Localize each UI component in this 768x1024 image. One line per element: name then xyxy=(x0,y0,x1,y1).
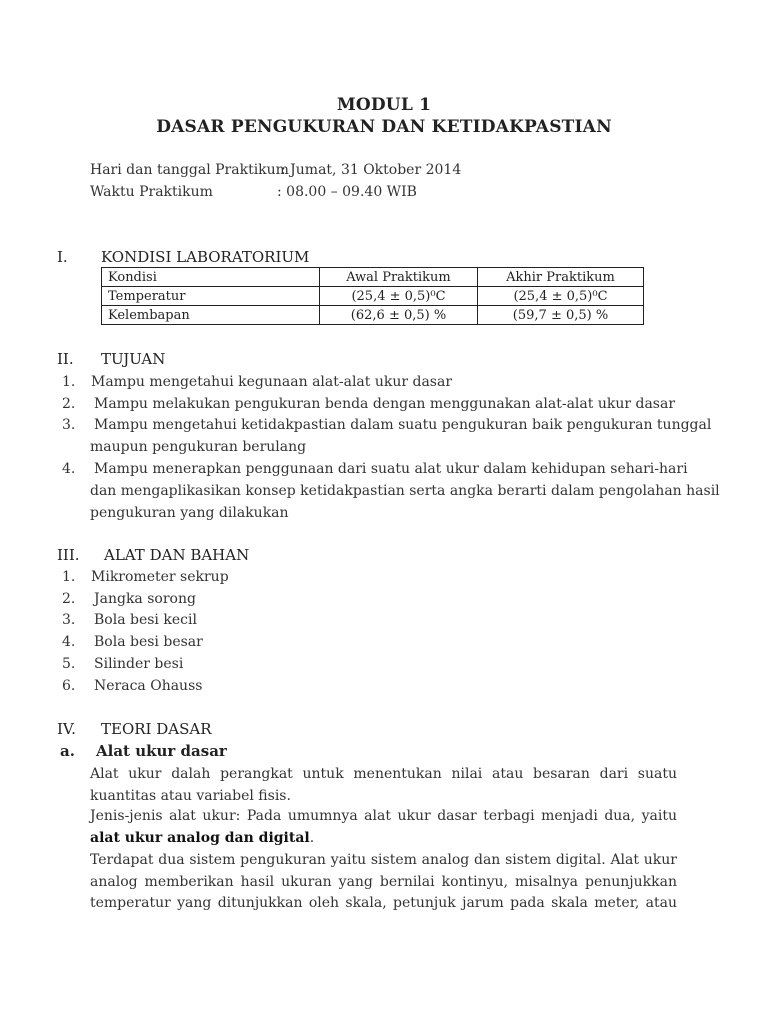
subsection-letter: a. xyxy=(60,742,75,760)
list-number: 3. xyxy=(62,612,76,628)
paragraph-definition: Alat ukur dalah perangkat untuk menentukan nilai atau besaran dari suatu kuantitas atau variabel fisis. xyxy=(90,766,677,804)
list-number: 3. xyxy=(62,417,76,433)
section-3-numeral: III. xyxy=(57,546,80,564)
table-header-cell: Kondisi xyxy=(102,268,320,287)
section-2-heading: TUJUAN xyxy=(101,350,166,368)
table-cell: (25,4 ± 0,5)⁰C xyxy=(320,287,478,306)
section-4-numeral: IV. xyxy=(57,720,76,738)
time-label: Waktu Praktikum xyxy=(90,184,213,200)
table-cell: (62,6 ± 0,5) % xyxy=(320,306,478,325)
list-item: Silinder besi xyxy=(94,656,184,672)
list-item: Neraca Ohauss xyxy=(94,678,203,694)
list-item-continuation: pengukuran yang dilakukan xyxy=(90,505,289,521)
section-4-heading: TEORI DASAR xyxy=(101,720,212,738)
section-1-heading: KONDISI LABORATORIUM xyxy=(101,248,310,266)
list-item: Bola besi besar xyxy=(94,634,203,650)
paragraph-types-bold: alat ukur analog dan digital xyxy=(90,829,310,846)
list-item: Mampu menerapkan penggunaan dari suatu alat ukur dalam kehidupan sehari-hari xyxy=(94,461,688,477)
module-title: MODUL 1 xyxy=(336,95,432,115)
list-number: 5. xyxy=(62,656,76,672)
list-item: Mampu mengetahui kegunaan alat-alat ukur dasar xyxy=(91,374,453,390)
subsection-heading: Alat ukur dasar xyxy=(96,742,227,760)
table-cell: (25,4 ± 0,5)⁰C xyxy=(478,287,644,306)
table-header-cell: Akhir Praktikum xyxy=(478,268,644,287)
list-item: Bola besi kecil xyxy=(94,612,197,628)
paragraph-types-end: . xyxy=(309,829,315,846)
table-cell: Kelembapan xyxy=(102,306,320,325)
list-item: Jangka sorong xyxy=(94,591,196,607)
section-1-numeral: I. xyxy=(57,248,68,266)
table-row xyxy=(102,287,644,306)
table-header-row xyxy=(102,268,644,287)
section-3-heading: ALAT DAN BAHAN xyxy=(104,546,250,564)
conditions-table xyxy=(101,267,644,325)
list-item: Mikrometer sekrup xyxy=(91,569,229,585)
list-number: 4. xyxy=(62,634,76,650)
list-item-continuation: maupun pengukuran berulang xyxy=(90,439,307,455)
list-number: 6. xyxy=(62,678,76,694)
time-value: : 08.00 – 09.40 WIB xyxy=(277,184,417,200)
module-subtitle: DASAR PENGUKURAN DAN KETIDAKPASTIAN xyxy=(156,117,612,137)
paragraph-types-text: Jenis-jenis alat ukur: Pada umumnya alat ukur dasar terbagi menjadi dua, yaitu xyxy=(90,808,677,824)
date-value: : Jumat, 31 Oktober 2014 xyxy=(281,162,462,178)
table-header-cell: Awal Praktikum xyxy=(320,268,478,287)
list-item: Mampu melakukan pengukuran benda dengan menggunakan alat-alat ukur dasar xyxy=(94,396,676,412)
table-cell: Temperatur xyxy=(102,287,320,306)
table-cell: (59,7 ± 0,5) % xyxy=(478,306,644,325)
list-item-continuation: dan mengaplikasikan konsep ketidakpastian serta angka berarti dalam pengolahan hasil xyxy=(90,483,720,499)
list-number: 2. xyxy=(62,591,76,607)
list-number: 1. xyxy=(62,374,76,390)
paragraph-types xyxy=(90,806,677,849)
date-label: Hari dan tanggal Praktikum xyxy=(90,162,289,178)
list-item: Mampu mengetahui ketidakpastian dalam suatu pengukuran baik pengukuran tunggal xyxy=(94,417,712,433)
list-number: 4. xyxy=(62,461,76,477)
section-2-numeral: II. xyxy=(57,350,74,368)
paragraph-systems: Terdapat dua sistem pengukuran yaitu sistem analog dan sistem digital. Alat ukur analog memberikan hasil ukuran yang bernilai kontinyu, misalnya penunjukkan temperatur yang ditunjukkan oleh skala, petunjuk jarum pada skala meter, atau xyxy=(90,852,677,911)
list-number: 2. xyxy=(62,396,76,412)
table-row xyxy=(102,306,644,325)
list-number: 1. xyxy=(62,569,76,585)
